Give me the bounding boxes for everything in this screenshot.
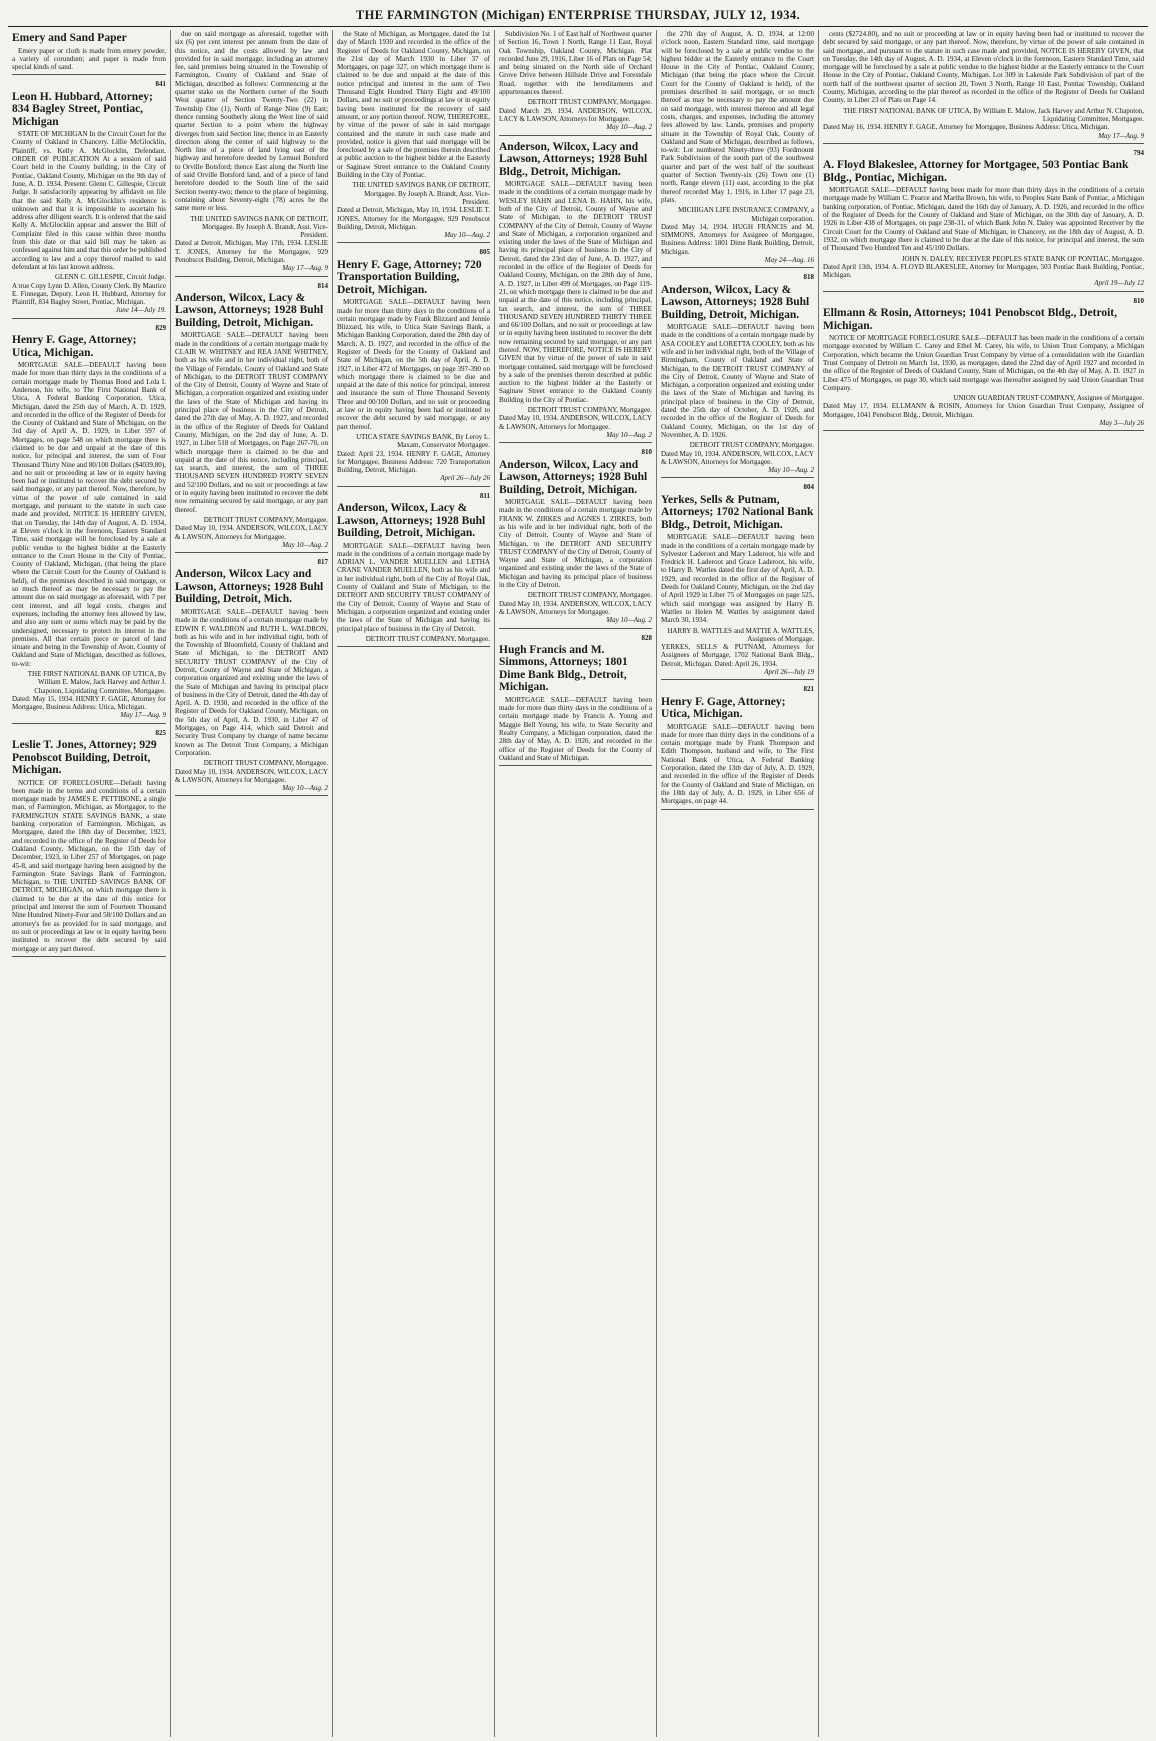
notice-divider: [337, 646, 490, 647]
notice-body: STATE OF MICHIGAN In the Circuit Court for the County of Oakland in Chancery. Lillie McGlocklin, Plaintiff, vs. Kelly A. McGlocklin, Defendant. ORDER OF PUBLICATION At a session of said Court held in the County building, in the City of Pontiac, Oakland County, Michigan on the 9th day of June, A. D. 1934. Present: Glenn C. Gillespie, Circuit Judge. It satisfactorily appearing by affidavit on file that the said Kelly A. McGlocklin's residence is unknown and that it is impossible to ascertain his address after diligent search. It is ordered that the said Kelly A. McGlocklin appear and answer the Bill of Complaint filed in this cause within three months from this date or that said bill may be taken as confessed against him and that this order be published according to law and a copy thereof mailed to said defendant at his last known address.: [12, 130, 166, 271]
notice-run-dates: May 10—Aug. 2: [444, 231, 490, 240]
notice-number: 829: [155, 323, 166, 332]
legal-notice: [337, 30, 490, 243]
legal-notice: [12, 729, 166, 957]
legal-notice: [175, 282, 328, 554]
notice-body: MORTGAGE SALE—DEFAULT having been made for more than thirty days in the conditions of a certain mortgage made by Frank Blizzard and Jennie Blizzard, his wife, to Utica State Savings Bank, a Michigan Banking Corporation, dated the 28th day of March, A. D. 1927, and recorded in the office of the Register of Deeds for the County of Oakland and State of Michigan, on the 5th day of April, A. D. 1927, in Liber 472 of Mortgages, on page 397-390 on which mortgage there is claimed to be due and unpaid at the date of this notice for principal, interest and insurance the sum of Three Thousand Seventy Three and 00/100 Dollars, and no suit or proceeding at law or in equity having been had or instituted to recover the debt secured by said mortgage, or any part thereof.: [337, 298, 490, 431]
legal-notice: [12, 324, 166, 724]
notice-signature: DETROIT TRUST COMPANY, Mortgagee.: [203, 759, 328, 768]
notice-number: 825: [155, 728, 166, 737]
notice-dated: Dated at Detroit, Michigan, May 17th, 1934. LESLIE T. JONES, Attorney for the Mortgagee, 929 Penobscot Building, Detroit, Michigan.: [175, 239, 328, 265]
notice-divider: [12, 956, 166, 957]
notice-body: MORTGAGE SALE—DEFAULT having been made in the conditions of a certain mortgage made by CLAIR W. WHITNEY and REA JANE WHITNEY, both as his wife and in her individual right, both of the Village of Ferndale, County of Oakland and State of Michigan, to the DETROIT TRUST COMPANY of the City of Detroit, County of Wayne and State of Michigan, a corporation organized and existing under the laws of the State of Michigan and having its principal place of business in the City of Detroit, dated the 27th day of May, A. D. 1927, and recorded in the office of the Register of Deeds for Oakland County, Michigan, on the 2nd day of June, A. D. 1927, in Liber 518 of Mortgages, on Page 267-70, on which mortgage there is claimed to be due and unpaid at the date of this notice, including principal, tax search, and interest, the sum of THREE THOUSAND SEVEN HUNDRED FORTY SEVEN and 52/100 Dollars, and no suit or proceedings at law or in equity having been instituted to recover the debt now remaining secured by said mortgage, or any part thereof.: [175, 331, 328, 514]
notice-dated: Dated May 14, 1934. HUGH FRANCIS and M. SIMMONS, Attorneys for Assignee of Mortgagee, Business Address: 1801 Dime Bank Building, Detroit, Michigan.: [661, 222, 814, 256]
notice-run-dates: May 3—July 26: [1099, 418, 1144, 427]
notice-heading: Henry F. Gage, Attorney; Utica, Michigan.: [661, 695, 786, 721]
notice-heading: Ellmann & Rosin, Attorneys; 1041 Penobscot Bldg., Detroit, Michigan.: [823, 307, 1117, 332]
notice-dated: YERKES, SELLS & PUTNAM, Attorneys for Assignees of Mortgage, 1702 National Bank Bldg., Detroit, Michigan. Dated: April 26, 1934.: [661, 643, 814, 668]
notice-signature: DETROIT TRUST COMPANY, Mortgagee.: [527, 406, 652, 415]
notice-divider: [499, 628, 652, 629]
legal-notice: [661, 685, 814, 809]
notice-divider: [499, 765, 652, 766]
notice-divider: [337, 242, 490, 243]
notice-heading: Anderson, Wilcox, Lacy and Lawson, Attorneys; 1928 Buhl Building, Detroit, Michigan.: [499, 458, 648, 496]
notice-divider: [12, 318, 166, 319]
notice-signature: UTICA STATE SAVINGS BANK, By Leroy L. Maxam, Conservator Mortgagee.: [356, 432, 490, 450]
notice-body: MORTGAGE SALE—DEFAULT having been made for more than thirty days in the conditions of a certain mortgage made by Thomas Bond and Lola I. Anderson, his wife, to The First National Bank of Utica, A Federal Banking Corporation, Utica, Michigan, dated the 25th day of March, A. D. 1929, and recorded in the office of the Register of Deeds for the County of Oakland and State of Michigan, on the 3rd day of April A. D. 1929, in Liber 597 of Mortgages, on page 548 on which mortgage there is claimed to be due and unpaid at the date of this notice, for principal and interest, the sum of Four Thousand Thirty Nine and 80/100 Dollars ($4039.80), and no suit or proceeding at law or in equity having been had or instituted to recover the debt secured by said mortgage, or any part thereof. Now, therefore, by virtue of the power of sale contained in said mortgage, and pursuant to the statute in such case made and provided, NOTICE IS HEREBY GIVEN, that on Tuesday, the 14th day of August, A. D. 1934, at Eleven o'clock in the forenoon, Eastern Standard Time, said mortgage will be foreclosed by a sale at public vendue to the highest bidder at the Easterly entrance to the Court House in the City of Pontiac, County of Oakland, Michigan, (that being the place where the Circuit Court for the County of Oakland is held), of the premises described in said mortgage, or so much thereof as may be necessary to pay the amount due on said mortgage as aforesaid, with 7 per cent interest, and all legal costs, charges and expenses, including the attorney fees allowed by law, and also any sum or sums which may be paid by the undersigned, necessary to protect its interest in the premises. All that certain piece or parcel of land situate and being in the Township of Avon, County of Oakland and State of Michigan, described as follows, to-wit:: [12, 361, 166, 668]
notice-signature: JOHN N. DALEY, RECEIVER PEOPLES STATE BANK OF PONTIAC, Mortgagee.: [901, 254, 1144, 263]
notice-heading: Henry F. Gage, Attorney; 720 Transportation Building, Detroit, Michigan.: [337, 258, 482, 296]
notice-number: 821: [803, 685, 814, 694]
notice-number: 804: [803, 483, 814, 492]
notice-number: 828: [641, 633, 652, 642]
legal-notice: [823, 297, 1144, 432]
notice-heading: Yerkes, Sells & Putnam, Attorneys; 1702 National Bank Bldg., Detroit, Michigan.: [661, 493, 814, 531]
notice-dated: Dated May 16, 1934. HENRY F. GAGE, Attorney for Mortgagee, Business Address: Utica, Michigan.: [823, 123, 1110, 132]
notice-dated: Dated May 10, 1934. ANDERSON, WILCOX, LACY & LAWSON, Attorneys for Mortgagee.: [499, 414, 652, 431]
newspaper-page: [8, 4, 1148, 1737]
notice-run-dates: May 10—Aug. 2: [606, 123, 652, 132]
notice-dated: Dated March 29, 1934. ANDERSON, WILCOX, LACY & LAWSON, Attorneys for Mortgagee.: [499, 106, 652, 123]
notice-run-dates: May 10—Aug. 2: [282, 540, 328, 549]
notice-divider: [823, 291, 1144, 292]
notice-dated: Dated at Detroit, Michigan, May 10, 1934. LESLIE T. JONES, Attorney for the Mortgagee, 929 Penobscot Building, Detroit, Michigan.: [337, 206, 490, 231]
notice-signature: DETROIT TRUST COMPANY, Mortgagee.: [527, 98, 652, 107]
notice-body: MORTGAGE SALE—DEFAULT having been made for more than thirty days in the conditions of a certain mortgage made by Frank Thompson and Edith Thompson, husband and wife, to The First National Bank of Utica, A Federal Banking Corporation, dated the 13th day of July, A. D. 1929, and recorded in the office of the Register of Deeds for the County of Oakland and State of Michigan, on the 18th day of July, A. D. 1929, in Liber 656 of Mortgages, on page 44.: [661, 722, 814, 806]
notice-divider: [661, 267, 814, 268]
notice-dated: Dated May 17, 1934. ELLMANN & ROSIN, Attorneys for Union Guardian Trust Company, Assignee of Mortgagee, 1041 Penobscot Bldg., Detroit, Michigan.: [823, 402, 1144, 419]
notice-signature: DETROIT TRUST COMPANY, Mortgagee.: [203, 515, 328, 524]
notice-heading: Leon H. Hubbard, Attorney; 834 Bagley Street, Pontiac, Michigan: [12, 90, 153, 128]
notice-number: 794: [1133, 148, 1144, 157]
notice-signature: GLENN C. GILLESPIE, Circuit Judge.: [54, 273, 166, 282]
legal-notice: [823, 30, 1144, 144]
notice-dated: Dated May 10, 1934. ANDERSON, WILCOX, LACY & LAWSON, Attorneys for Mortgagee.: [661, 449, 814, 466]
notice-signature: DETROIT TRUST COMPANY, Mortgagee.: [365, 634, 490, 643]
notice-number: 810: [1133, 296, 1144, 305]
notice-heading: Anderson, Wilcox, Lacy & Lawson, Attorneys; 1928 Buhl Building, Detroit, Michigan.: [337, 502, 486, 540]
notice-dated: Dated April 13th, 1934. A. FLOYD BLAKESLEE, Attorney for Mortgagee, 503 Pontiac Bank Building, Pontiac, Michigan.: [823, 262, 1144, 280]
notice-body: the State of Michigan, as Mortgagee, dated the 1st day of March 1930 and recorded in the office of the Register of Deeds for Oakland County, Michigan, on the 21st day of March 1930 in Liber 37 of Mortgages, on page 327, on which mortgage there is claimed to be due and unpaid at the date of this notice principal and interest in the sum of Two Thousand Eight Hundred Thirty Eight and 49/100 Dollars, and no suit or proceedings at law or in equity having been instituted for the recovery of said amount, or any portion thereof. NOW, THEREFORE, by virtue of the power of sale in said mortgage contained and the statute in such case made and provided, notice is given that said mortgage will be foreclosed by a sale of the premises therein described at public auction to the highest bidder at the Easterly or Saginaw Street entrance to the Oakland County Building in the City of Pontiac.: [337, 30, 490, 180]
notice-signature: MICHIGAN LIFE INSURANCE COMPANY, a Michigan corporation.: [678, 206, 814, 223]
column-6: [818, 30, 1148, 1737]
notice-signature: THE FIRST NATIONAL BANK OF UTICA, By William E. Malow, Jack Harvey and Arthur J. Chapoton, Liquidating Committee, Mortgagee.: [27, 670, 166, 695]
notice-body: MORTGAGE SALE—DEFAULT having been made for more than thirty days in the conditions of a certain mortgage made by William C. Pearce and Martha Brown, his wife, to Peoples State Bank of Pontiac, a Michigan banking corporation, of Pontiac, Michigan, dated the 16th day of January, A. D. 1926, and recorded in the office of the Register of Deeds for the County of Oakland and State of Michigan, on the 30th day of January, A. D. 1926 in Liber 438 of Mortgages, on page 238-31, of which Bank John N. Daley was appointed Receiver by the Circuit Court for the County of Oakland and State of Michigan, in Chancery, on the 18th day of August, A. D. 1932, on which mortgage there is claimed to be due at the date of this notice, for principal and interest, the sum of Thousand Two Hundred Ten and 45/100 Dollars.: [823, 186, 1144, 253]
notice-body: MORTGAGE SALE—DEFAULT having been made in the conditions of a certain mortgage made by Sylvester Laderoot and Mary Laderoot, his wife and Fredrick H. Laderoot and Grace Laderoot, his wife, to Harry B. Wattles dated the first day of April, A. D. 1929, and recorded in the office of the Register of Deeds for Oakland County, Michigan, on the 2nd day of April 1929 in Liber 75 of Mortgages on page 525, which said mortgage was assigned by Harry B. Wattles to Helen M. Wattles by assignment dated March 30, 1934.: [661, 533, 814, 625]
column-4: [494, 30, 656, 1737]
legal-notice: [337, 492, 490, 647]
legal-notice: [12, 80, 166, 318]
notice-divider: [661, 679, 814, 680]
notice-dated: Dated: May 15, 1934. HENRY F. GAGE, Attorney for Mortgagee, Business Address: Utica, Michigan.: [12, 694, 166, 712]
notice-heading: Emery and Sand Paper: [12, 32, 127, 44]
notice-heading: Henry F. Gage, Attorney; Utica, Michigan.: [12, 334, 137, 359]
notice-run-dates: May 10—Aug. 2: [282, 784, 328, 793]
notice-divider: [175, 795, 328, 796]
notice-run-dates: May 17—Aug. 9: [1098, 131, 1144, 140]
notice-signature: HARRY B. WATTLES and MATTIE A. WATTLES, Assignees of Mortgage.: [667, 626, 814, 643]
notice-dated: Dated May 10, 1934. ANDERSON, WILCOX, LACY & LAWSON, Attorneys for Mortgagee.: [175, 767, 328, 784]
notice-run-dates: June 14—July 19.: [115, 306, 166, 315]
column-3: [332, 30, 494, 1737]
notice-body: the 27th day of August, A. D. 1934, at 12:00 o'clock noon, Eastern Standard time, said mortgage will be foreclosed by a sale at public vendue to the highest bidder at the Easterly entrance to the Court House in the City of Pontiac, Oakland County, Michigan (that being the place where the Circuit Court for the County of Oakland is held), of the premises described in said mortgage, or so much thereof as may be necessary to pay the amount due on said mortgage, with interest thereon and all legal costs, charges, and expenses, including the attorney fees allowed by law. Lands, premises and property situate in the Township of Royal Oak, County of Oakland and State of Michigan, described as follows, to-wit: Lot numbered Ninety-three (93) Fordmount Park Subdivision of the south part of the southwest quarter and part of the west half of the southeast quarter of Section Twenty-six (26) Town one (1) north, Range eleven (11) east, according to the plat thereof recorded May 1, 1916, in Liber 17 page 23, plats.: [661, 30, 814, 204]
columns: [8, 30, 1148, 1737]
notice-body: due on said mortgage as aforesaid, together with six (6) per cent interest per annum from the date of this notice, and the costs allowed by law and provided for in said mortgage, including an attorney fee, said premises being situated in the Township of Farmington, County of Oakland and State of Michigan, described as follows: Commencing at the quarter stake on the Northern corner of the South West quarter of Section Twenty-Two (22) in Township One (1), North of Range Nine (9) East; thence running Southerly along the West line of said quarter Section to a point where the highway diverges from said Section line; thence in an Easterly direction along the center of said highway to the North line of a piece of land lying east of the highway and heretofore deeded by Lemuel Botsford to Orville Botsford; thence East along the North line of said Orville Botsford land, and of a piece of land heretofore deeded to the South line of the said Section twenty-two; thence to the place of beginning, containing about Seventy-eight (78) acres be the same more or less.: [175, 30, 328, 213]
legal-notice: [499, 141, 652, 444]
legal-notice: [337, 248, 490, 486]
notice-heading: Anderson, Wilcox, Lacy & Lawson, Attorneys; 1928 Buhl Building, Detroit, Michigan.: [661, 283, 810, 321]
notice-number: 818: [803, 273, 814, 282]
notice-body: Subdivision No. 1 of East half of Northwest quarter of Section 16, Town 1 North, Range 11 East, Royal Oak Township, Oakland County, Michigan. Plat recorded June 29, 1916, Liber 16 of Plats on Page 54; and being situated on the North side of Orchard Grove Drive between Hillside Drive and Forestdale Road, together with the hereditaments and appurtenances thereof.: [499, 30, 652, 97]
notice-number: 810: [641, 448, 652, 457]
legal-notice: [823, 149, 1144, 292]
notice-body: cents ($2724.80), and no suit or proceeding at law or in equity having been had or instituted to recover the debt secured by said mortgage, or any part thereof. Now, therefore, by virtue of the power of sale contained in said mortgage, and pursuant to the statute in such case made and provided, NOTICE IS HEREBY GIVEN, that on Tuesday, the 14th day of August, A. D. 1934, at Eleven o'clock in the forenoon, Eastern Standard Time, said mortgage will be foreclosed by a sale at public vendue to the highest bidder at the Easterly entrance to the Court House in the City of Pontiac, Oakland County, Michigan. Lot 309 in Lakeside Park Subdivision of part of the north half of the northwest quarter of section 20, Town 3 North, Range 10 East, Pontiac Township, Oakland County, Michigan, according to the plat thereof as recorded in the office of the Register of Deeds for Oakland County, in Liber 23 of Plats on Page 14.: [823, 30, 1144, 105]
notice-run-dates: April 19—July 12: [1094, 279, 1144, 288]
notice-divider: [337, 486, 490, 487]
notice-run-dates: May 17—Aug. 9: [282, 264, 328, 273]
notice-heading: Anderson, Wilcox Lacy and Lawson, Attorneys; 1928 Buhl Building, Detroit, Mich.: [175, 568, 324, 606]
notice-body: MORTGAGE SALE—DEFAULT having been made in the conditions of a certain mortgage made by ASA COOLEY and LORETTA COOLEY, both as his wife and in her individual right, both of the Village of Birmingham, County of Oakland and State of Michigan, to the DETROIT TRUST COMPANY of the City of Detroit, County of Wayne and State of Michigan, a corporation organized and existing under the laws of the State of Michigan and having its principal place of business in the City of Detroit, dated the 25th day of October, A. D. 1926, and recorded in the office of the Register of Deeds for Oakland County, Michigan, on the 1st day of November, A. D. 1926.: [661, 323, 814, 439]
notice-divider: [499, 442, 652, 443]
notice-body: NOTICE OF FORECLOSURE—Default having been made in the terms and conditions of a certain mortgage made by JAMES E. PETTIBONE, a single man, of Farmington, Michigan, as Mortgagor, to the FARMINGTON STATE SAVINGS BANK, a state banking corporation of Farmington, Michigan, as Mortgagee, dated the 18th day of December, 1923, and recorded in the office of the Register of Deeds for Oakland County, Michigan, on the 15th day of December, 1923, in Liber 257 of Mortgages, on page 45-8, and said mortgage having been assigned by the Farmington State Savings Bank of Farmington, Michigan, to THE UNITED SAVINGS BANK OF DETROIT, MICHIGAN, on which mortgage there is claimed to be due at the date of this notice for principal and interest the sum of Fourteen Thousand Nine Hundred Ninety-Four and 58/100 Dollars and an attorney's fee as provided for in said mortgage, and no suit or proceedings at law or in equity having been instituted to recover the debt secured by said mortgage or any part thereof.: [12, 778, 166, 953]
notice-run-dates: May 10—Aug. 2: [606, 616, 652, 625]
column-2: [170, 30, 332, 1737]
notice-signature: THE UNITED SAVINGS BANK OF DETROIT, Mortgagee. By Joseph A. Brandt, Asst. Vice-President.: [190, 214, 328, 240]
notice-number: 814: [317, 281, 328, 290]
notice-heading: Hugh Francis and M. Simmons, Attorneys; 1801 Dime Bank Bldg., Detroit, Michigan.: [499, 643, 628, 694]
legal-notice: [661, 483, 814, 680]
legal-notice: [175, 558, 328, 796]
notice-divider: [823, 430, 1144, 431]
notice-divider: [499, 135, 652, 136]
notice-divider: [661, 477, 814, 478]
notice-heading: A. Floyd Blakeslee, Attorney for Mortgagee, 503 Pontiac Bank Bldg., Pontiac, Michigan.: [823, 159, 1129, 184]
notice-run-dates: May 10—Aug. 2: [606, 430, 652, 439]
notice-run-dates: May 17—Aug. 9: [120, 711, 166, 720]
legal-notice: [499, 634, 652, 767]
notice-signature: UNION GUARDIAN TRUST COMPANY, Assignee of Mortgagee.: [953, 394, 1144, 403]
legal-notice: [661, 273, 814, 478]
notice-dated: Dated May 10, 1934. ANDERSON, WILCOX, LACY & LAWSON, Attorneys for Mortgagee.: [175, 524, 328, 541]
notice-divider: [175, 276, 328, 277]
legal-notice: [499, 30, 652, 136]
notice-signature: THE UNITED SAVINGS BANK OF DETROIT, Mortgagee. By Joseph A. Brandt, Asst. Vice-President.: [352, 181, 490, 206]
notice-run-dates: May 24—Aug. 16: [764, 256, 814, 265]
legal-notice: [499, 448, 652, 628]
notice-heading: Leslie T. Jones, Attorney; 929 Penobscot Building, Detroit, Michigan.: [12, 739, 157, 777]
notice-number: 817: [317, 558, 328, 567]
notice-number: 805: [479, 248, 490, 257]
notice-body: MORTGAGE SALE—DEFAULT having been made in the conditions of a certain mortgage made by WESLEY HAHN and LENA B. HAHN, his wife, both of the City of Detroit, County of Wayne and State of Michigan, to the DETROIT TRUST COMPANY of the City of Detroit, County of Wayne and State of Michigan, a corporation organized and existing under the laws of the State of Michigan and having its principal place of business in the City of Detroit, dated the 23rd day of June, A. D. 1927, and recorded in the office of the Register of Deeds for Oakland County, Michigan, on the 28th day of June, A. D. 1927, in Liber 499 of Mortgages, on Page 119-21, on which mortgage there is claimed to be due and unpaid at the date of this notice, including principal, tax search, and interest, the sum of THREE THOUSAND SEVEN HUNDRED THIRTY THREE and 66/100 Dollars, and no suit or proceedings at law or in equity having been instituted to recover the debt now remaining secured by said mortgage, or any part thereof. NOW, THEREFORE, NOTICE IS HEREBY GIVEN that by virtue of the power of sale in said mortgage contained, said mortgage will be foreclosed by a sale of the premises therein described at public auction to the highest bidder at the Easterly or Saginaw Street entrance to the Oakland County Building in the City of Pontiac.: [499, 180, 652, 404]
notice-run-dates: April 26—July 26: [440, 474, 490, 483]
notice-divider: [12, 74, 166, 75]
notice-body: MORTGAGE SALE—DEFAULT having been made in the conditions of a certain mortgage made by ADRIAN L. VANDER MUELLEN and LETHA CRANE VANDER MUELLEN, both as his wife and in her individual right, both of the City of Royal Oak, County of Oakland and State of Michigan, to the DETROIT AND SECURITY TRUST COMPANY of the City of Detroit, County of Wayne and State of Michigan, a corporation organized and existing under the laws of the State of Michigan and having its principal place of business in the City of Detroit.: [337, 541, 490, 633]
notice-divider: [12, 723, 166, 724]
legal-notice: [661, 30, 814, 268]
notice-body: MORTGAGE SALE—DEFAULT having been made in the conditions of a certain mortgage made by FRANK W. ZIRKES and AGNES I. ZIRKES, both as his wife and in her individual right, both of the City of Detroit, County of Wayne and State of Michigan, to the DETROIT AND SECURITY TRUST COMPANY of the City of Detroit, County of Wayne and State of Michigan, a corporation organized and existing under the laws of the State of Michigan and having its principal place of business in the City of Detroit.: [499, 498, 652, 590]
notice-heading: Anderson, Wilcox, Lacy and Lawson, Attorneys; 1928 Buhl Bldg., Detroit, Michigan.: [499, 140, 648, 178]
notice-run-dates: April 26—July 19: [764, 668, 814, 676]
notice-signature: THE FIRST NATIONAL BANK OF UTICA, By William E. Malow, Jack Harvey and Arthur N. Chapoton, Liquidating Committee, Mortgagee.: [843, 106, 1144, 123]
legal-notice: [175, 30, 328, 277]
notice-body: MORTGAGE SALE—DEFAULT having been made for more than thirty days in the conditions of a certain mortgage made by Francis A. Young and Maggie Bell Young, his wife, to State Security and Realty Company, a Michigan corporation, dated the 28th day of May, A. D. 1926, and recorded in the office of the Register of Deeds for the County of Oakland and State of Michigan.: [499, 695, 652, 762]
notice-divider: [661, 809, 814, 810]
column-5: [656, 30, 818, 1737]
notice-body: NOTICE OF MORTGAGE FORECLOSURE SALE—DEFAULT has been made in the conditions of a certain mortgage executed by William C. Carey and Ethel M. Carey, his wife, to Union Trust Company, a Michigan Corporation, which became the Union Guardian Trust Company by virtue of a consolidation with the Guardian Trust Company of Detroit on March 1st, 1930, as mortgagee, dated the 22nd day of April 1927 and recorded in the office of the Register of Deeds of Oakland County, State of Michigan, on the 4th day of May, A. D. 1927 in Liber 475 of Mortgages, on page 30, which said mortgage was thereafter assigned by said Union Guardian Trust Company.: [823, 334, 1144, 392]
notice-run-dates: May 10—Aug. 2: [768, 466, 814, 475]
notice-divider: [175, 552, 328, 553]
notice-dated: Dated: April 23, 1934. HENRY F. GAGE, Attorney for Mortgagee, Business Address: 720 Transportation Building, Detroit, Michigan.: [337, 449, 490, 475]
notice-heading: Anderson, Wilcox, Lacy & Lawson, Attorneys; 1928 Buhl Building, Detroit, Michigan.: [175, 291, 324, 329]
notice-dated: A true Copy Lynn D. Allen, County Clerk. By Maurice E. Finnegan, Deputy. Leon H. Hubbard, Attorney for Plaintiff, 834 Bagley Street, Pontiac, Michigan.: [12, 281, 166, 307]
notice-divider: [823, 143, 1144, 144]
legal-notice: [12, 32, 166, 75]
notice-signature: DETROIT TRUST COMPANY, Mortgagee.: [689, 441, 814, 450]
column-1: [8, 30, 170, 1737]
notice-number: 841: [155, 80, 166, 89]
notice-body: Emery paper or cloth is made from emery powder, a variety of corundum; and paper is made from special kinds of sand.: [12, 46, 166, 72]
notice-signature: DETROIT TRUST COMPANY, Mortgagee.: [527, 591, 652, 600]
masthead: THE FARMINGTON (Michigan) ENTERPRISE THURSDAY, JULY 12, 1934.: [8, 4, 1148, 27]
notice-dated: Dated May 10, 1934. ANDERSON, WILCOX, LACY & LAWSON, Attorneys for Mortgagee.: [499, 599, 652, 616]
notice-number: 811: [479, 491, 490, 500]
notice-body: MORTGAGE SALE—DEFAULT having been made in the conditions of a certain mortgage made by EDWIN F. WALDRON and RUTH L. WALDRON, both as his wife and in her individual right, both of the Township of Bloomfield, County of Oakland and State of Michigan, to the DETROIT AND SECURITY TRUST COMPANY of the City of Detroit, County of Wayne and State of Michigan, a corporation organized and existing under the laws of the State of Michigan and having its principal place of business in the City of Detroit, dated the 4th day of April, A. D. 1930, and recorded in the office of the Register of Deeds for Oakland County, Michigan, on the 5th day of April, A. D. 1930, in Liber 47 of Mortgages, on Page 414, which said Detroit and Security Trust Company by change of name became known as The Detroit Trust Company, a Michigan Corporation.: [175, 607, 328, 757]
